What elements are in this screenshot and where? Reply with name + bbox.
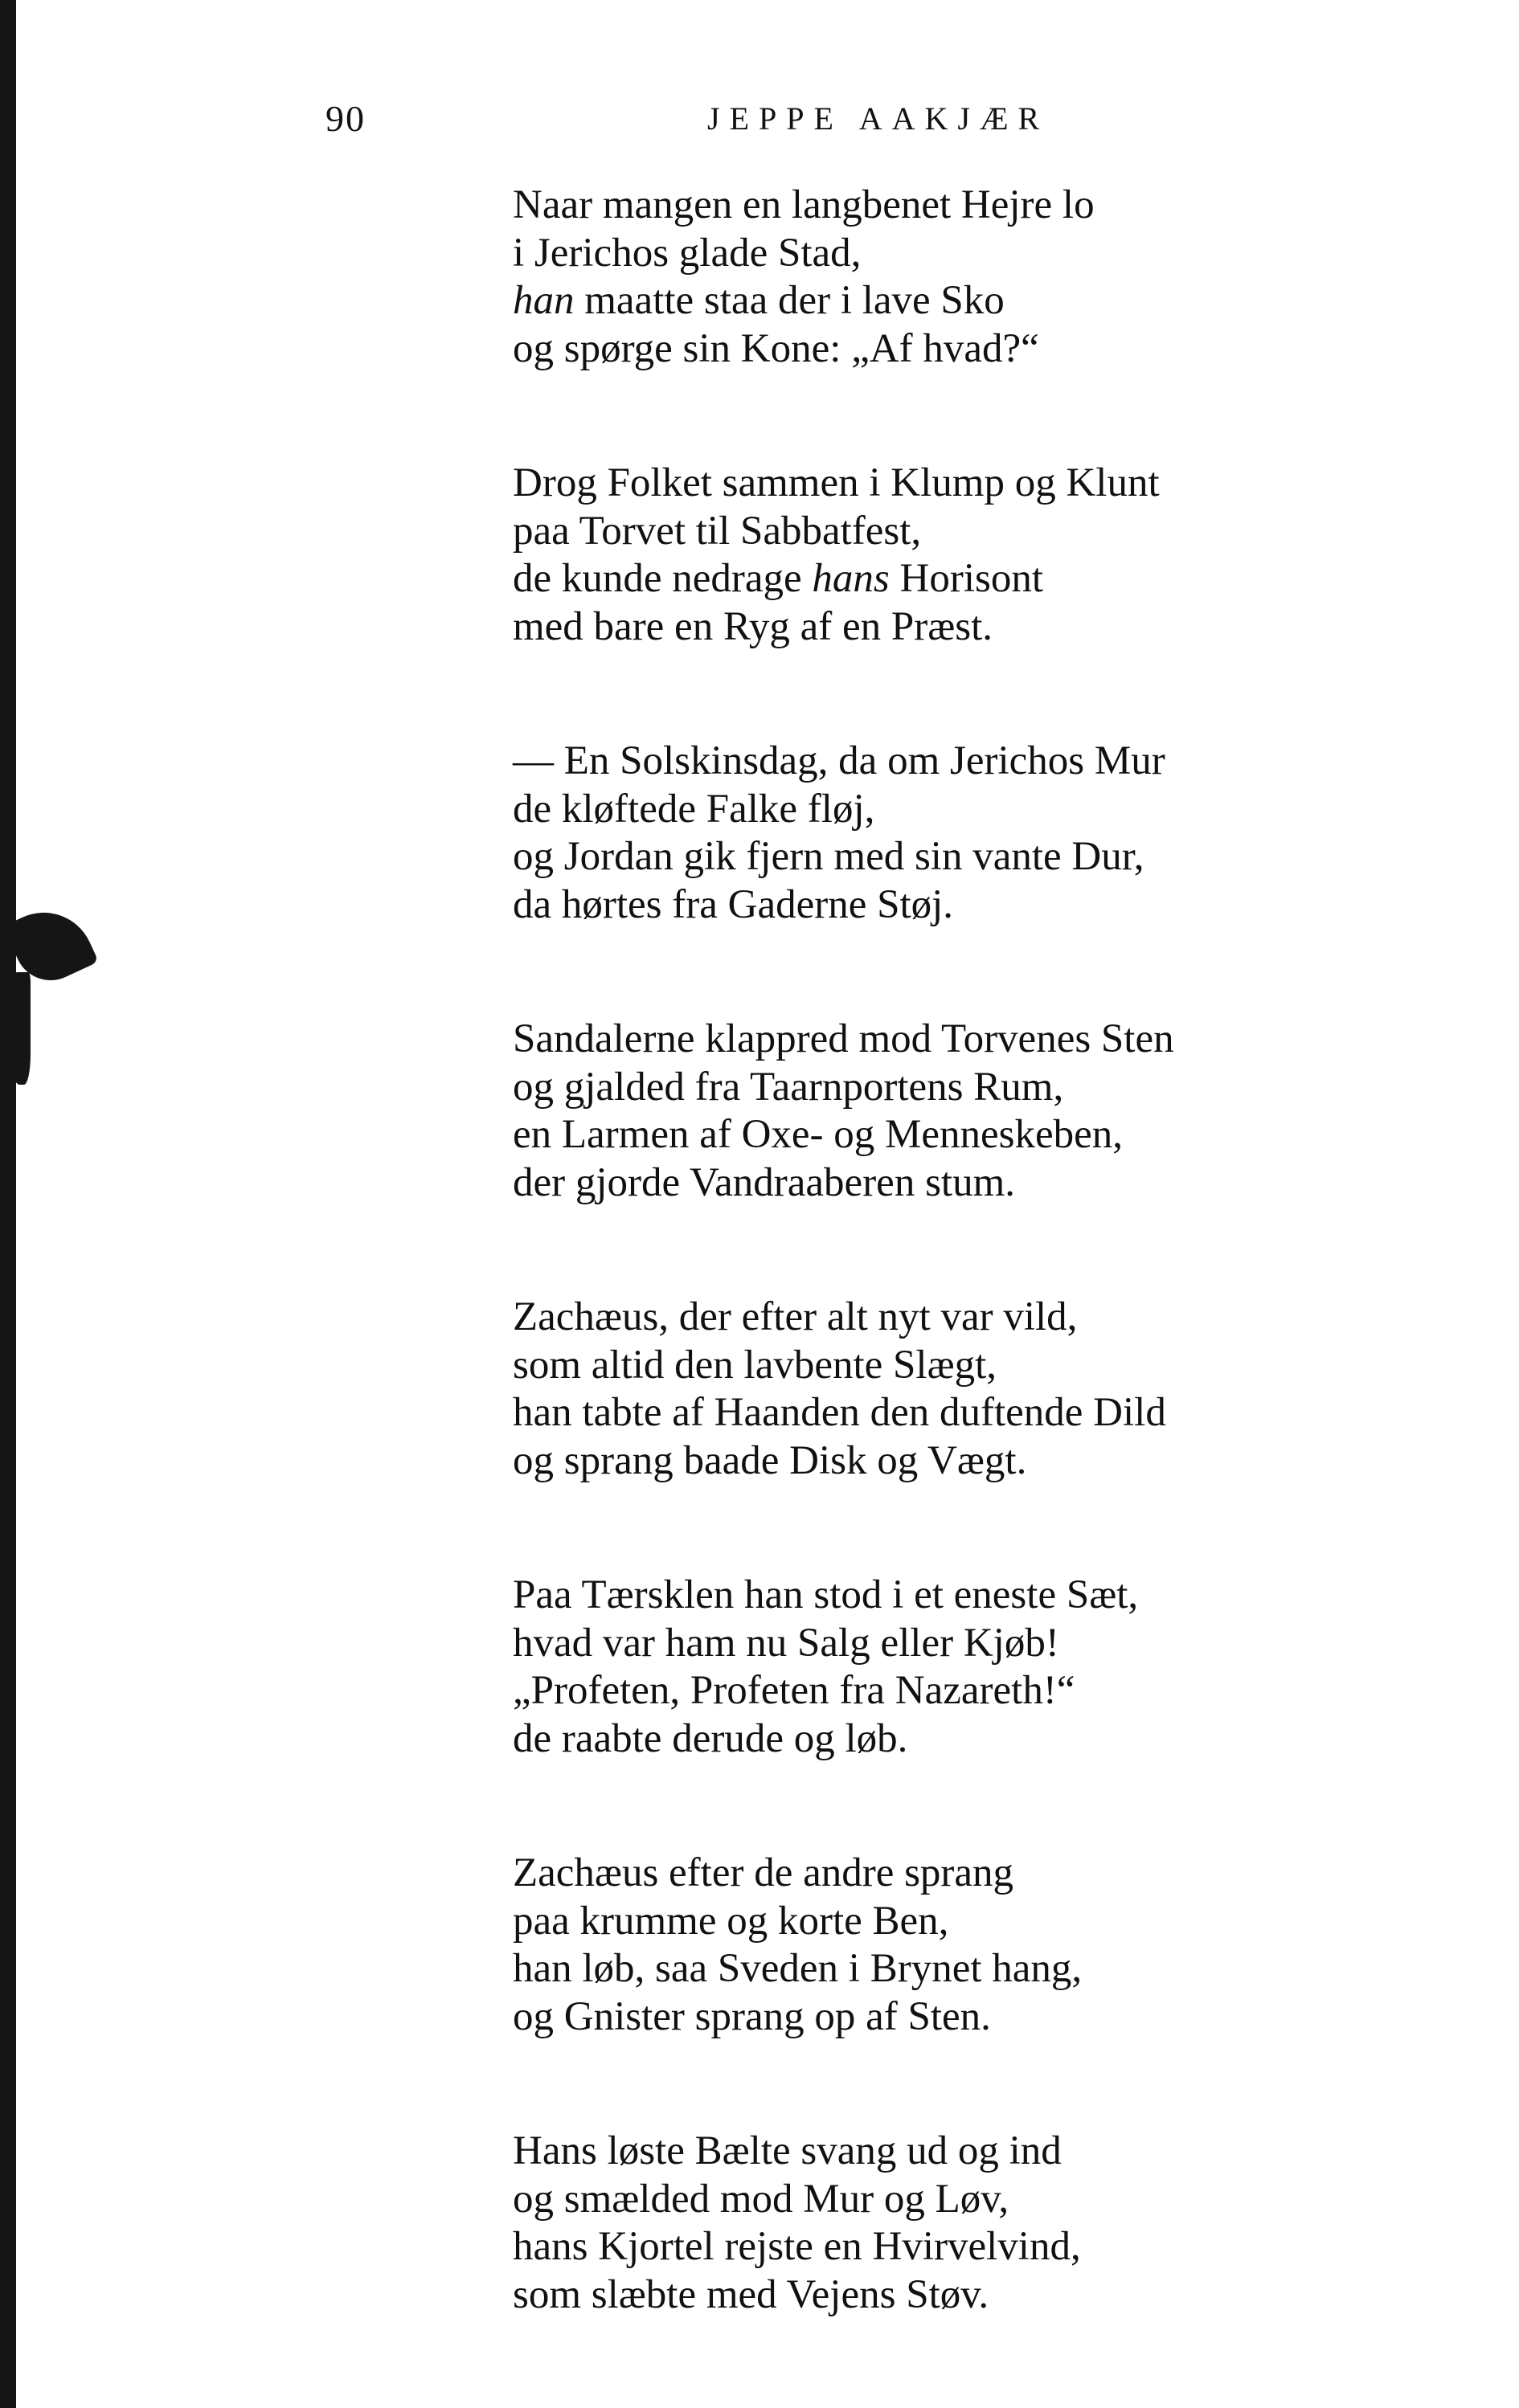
page-number: 90: [326, 98, 366, 139]
poem-line: som slæbte med Vejens Støv.: [513, 2271, 989, 2317]
poem-line: Naar mangen en langbenet Hejre lo: [513, 182, 1095, 227]
poem-body: [513, 182, 1397, 2319]
emphasized-word: han: [513, 278, 575, 323]
poem-line: han tabte af Haanden den duftende Dild: [513, 1390, 1166, 1435]
poem-line: da hørtes fra Gaderne Støj.: [513, 881, 954, 927]
poem-line: hans Kjortel rejste en Hvirvelvind,: [513, 2224, 1081, 2269]
poem-line: i Jerichos glade Stad,: [513, 230, 862, 276]
poem-line: „Profeten, Profeten fra Nazareth!“: [513, 1668, 1075, 1713]
poem-line: Hans løste Bælte svang ud og ind: [513, 2128, 1062, 2173]
poem-line: paa Torvet til Sabbatfest,: [513, 508, 922, 554]
poem-line: — En Solskinsdag, da om Jerichos Mur: [513, 738, 1165, 783]
stanza: [513, 1850, 1397, 2041]
stanza: [513, 1016, 1397, 1207]
running-head: JEPPE AAKJÆR: [707, 100, 1050, 137]
poem-line: han løb, saa Sveden i Brynet hang,: [513, 1946, 1083, 1991]
poem-line: og smælded mod Mur og Løv,: [513, 2176, 1009, 2222]
poem-line: og spørge sin Kone: „Af hvad?“: [513, 325, 1039, 371]
poem-line: og Gnister sprang op af Sten.: [513, 1993, 991, 2039]
poem-line: der gjorde Vandraaberen stum.: [513, 1159, 1015, 1205]
page-header: [0, 95, 1519, 143]
poem-line: de raabte derude og løb.: [513, 1715, 908, 1761]
poem-line: paa krumme og korte Ben,: [513, 1898, 949, 1944]
emphasized-word: hans: [812, 556, 890, 601]
poem-line: han maatte staa der i lave Sko: [513, 278, 1005, 323]
stanza: [513, 1294, 1397, 1485]
poem-line: Paa Tærsklen han stod i et eneste Sæt,: [513, 1572, 1139, 1617]
page-binding-edge: [0, 0, 16, 2408]
poem-line: de kløftede Falke fløj,: [513, 786, 875, 832]
poem-line: og Jordan gik fjern med sin vante Dur,: [513, 834, 1144, 879]
poem-line: Zachæus efter de andre sprang: [513, 1850, 1014, 1895]
stanza: [513, 460, 1397, 651]
ink-blot: [6, 972, 31, 1085]
poem-line: og sprang baade Disk og Vægt.: [513, 1437, 1027, 1483]
poem-line: Drog Folket sammen i Klump og Klunt: [513, 460, 1160, 505]
poem-line: og gjalded fra Taarnportens Rum,: [513, 1064, 1064, 1110]
poem-line: en Larmen af Oxe- og Menneskeben,: [513, 1112, 1124, 1157]
stanza: [513, 2128, 1397, 2319]
stanza: [513, 182, 1397, 373]
poem-line: Zachæus, der efter alt nyt var vild,: [513, 1294, 1078, 1339]
poem-line: Sandalerne klappred mod Torvenes Sten: [513, 1016, 1174, 1061]
poem-line: som altid den lavbente Slægt,: [513, 1342, 997, 1388]
poem-line: med bare en Ryg af en Præst.: [513, 603, 993, 649]
stanza: [513, 738, 1397, 929]
stanza: [513, 1572, 1397, 1763]
poem-line: hvad var ham nu Salg eller Kjøb!: [513, 1620, 1059, 1666]
poem-line: de kunde nedrage hans Horisont: [513, 556, 1044, 601]
